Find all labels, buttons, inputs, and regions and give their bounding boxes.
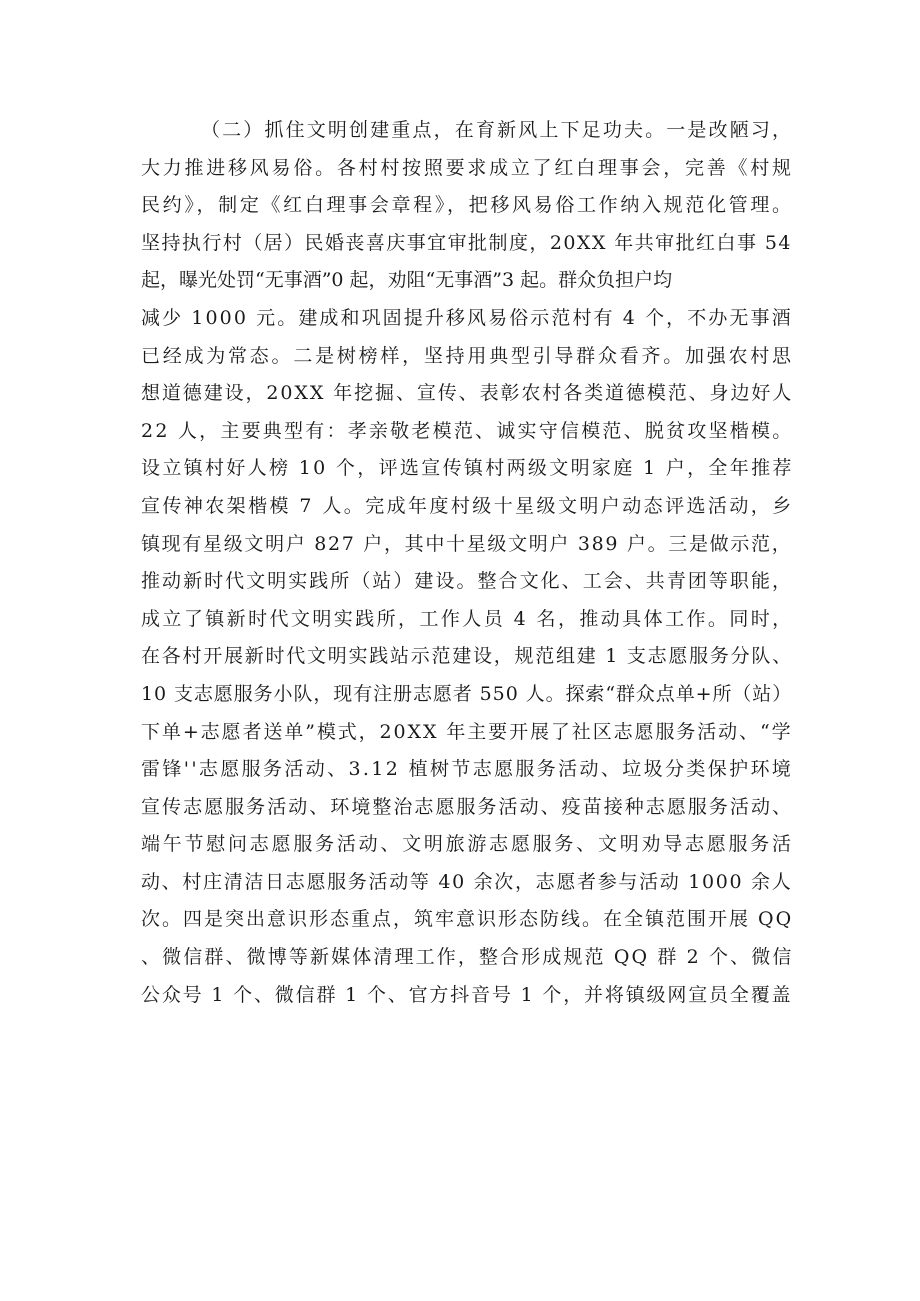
text-line: 公众号 1 个、微信群 1 个、官方抖音号 1 个，并将镇级网宣员全覆盖 — [141, 983, 793, 1006]
text-line: 设立镇村好人榜 10 个，评选宣传镇村两级文明家庭 1 户，全年推荐 — [141, 457, 794, 480]
text-line: 雷锋''志愿服务活动、3.12 植树节志愿服务活动、垃圾分类保护环境 — [141, 758, 794, 781]
text-line: 成立了镇新时代文明实践所，工作人员 4 名，推动具体工作。同时， — [141, 607, 794, 630]
text-line: 想道德建设，20XX 年挖掘、宣传、表彰农村各类道德模范、身边好人 — [141, 382, 794, 405]
text-line: 镇现有星级文明户 827 户，其中十星级文明户 389 户。三是做示范， — [141, 532, 793, 555]
text-line: 10 支志愿服务小队，现有注册志愿者 550 人。探索“群众点单+所（站） — [141, 682, 793, 705]
text-line: 宣传志愿服务活动、环境整治志愿服务活动、疫苗接种志愿服务活动、 — [141, 795, 794, 818]
text-line: 推动新时代文明实践所（站）建设。整合文化、工会、共青团等职能， — [141, 570, 794, 593]
text-line: 22 人，主要典型有：孝亲敬老模范、诚实守信模范、脱贫攻坚楷模。 — [141, 419, 794, 442]
text-line: 端午节慰问志愿服务活动、文明旅游志愿服务、文明劝导志愿服务活 — [141, 833, 794, 856]
text-line: 减少 1000 元。建成和巩固提升移风易俗示范村有 4 个，不办无事酒 — [141, 306, 793, 329]
text-line: 起，曝光处罚“无事酒”0 起，劝阻“无事酒”3 起。群众负担户均 — [141, 269, 673, 292]
text-line: 大力推进移风易俗。各村村按照要求成立了红白理事会，完善《村规 — [141, 156, 794, 179]
text-line: 动、村庄清洁日志愿服务活动等 40 余次，志愿者参与活动 1000 余人 — [141, 870, 793, 893]
text-line: 下单+志愿者送单”模式，20XX 年主要开展了社区志愿服务活动、“学 — [141, 720, 793, 743]
text-line: 已经成为常态。二是树榜样，坚持用典型引导群众看齐。加强农村思 — [141, 344, 794, 367]
body-paragraph — [141, 112, 794, 1014]
text-line: 次。四是突出意识形态重点，筑牢意识形态防线。在全镇范围开展 QQ — [141, 908, 794, 931]
text-line: 、微信群、微博等新媒体清理工作，整合形成规范 QQ 群 2 个、微信 — [141, 946, 794, 969]
text-line: 民约》，制定《红白理事会章程》，把移风易俗工作纳入规范化管理。 — [141, 194, 794, 217]
text-line: 坚持执行村（居）民婚丧喜庆事宜审批制度，20XX 年共审批红白事 54 — [141, 231, 792, 254]
text-line: 宣传神农架楷模 7 人。完成年度村级十星级文明户动态评选活动，乡 — [141, 494, 794, 517]
text-line: （二）抓住文明创建重点，在育新风上下足功夫。一是改陋习， — [201, 119, 794, 141]
text-line: 在各村开展新时代文明实践站示范建设，规范组建 1 支志愿服务分队、 — [141, 645, 793, 668]
